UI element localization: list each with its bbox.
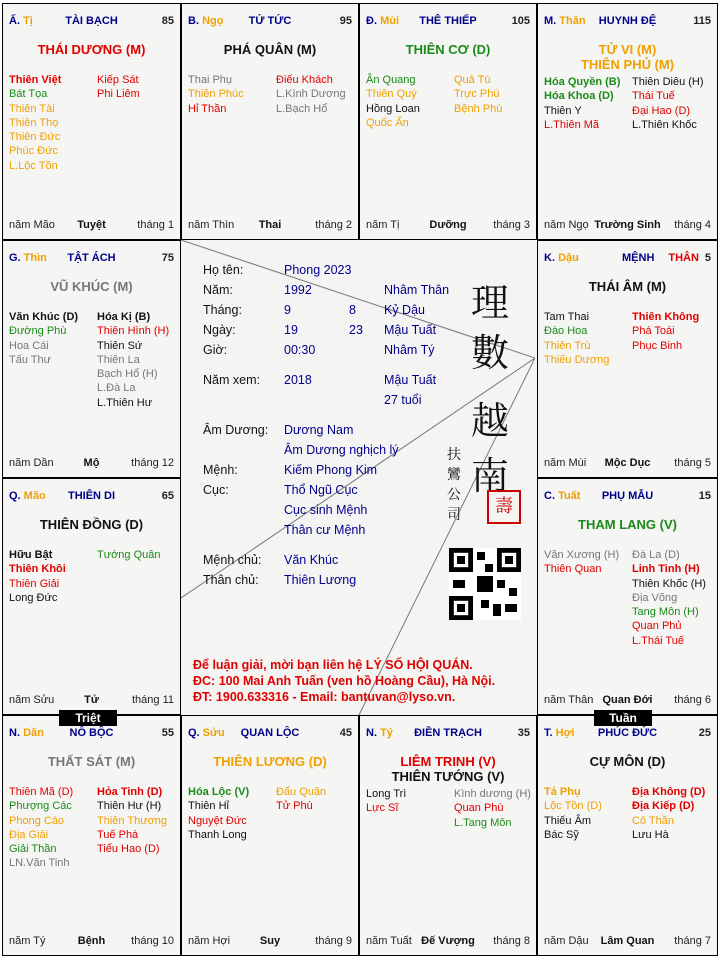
minor-star: Quả Tú	[454, 74, 491, 86]
star-list-right	[632, 785, 705, 842]
palace-cell-tuat[interactable]	[537, 478, 718, 715]
thanchu-label: Thân chủ:	[203, 573, 259, 587]
star-list-left	[9, 73, 61, 173]
star-list-right	[454, 73, 502, 116]
star-list-left	[544, 785, 602, 842]
palace-age-number: 5	[704, 252, 711, 264]
calligraphy-char-1: 理	[471, 281, 510, 325]
view-year-label: Năm xem:	[203, 373, 260, 387]
decade-year: năm Mùi	[544, 457, 587, 469]
minor-star: Hóa Quyền (B)	[544, 76, 621, 88]
cuc-note-1: Cục sinh Mệnh	[284, 503, 368, 517]
minor-star: Thiên Hình (H)	[97, 325, 170, 338]
minor-star: Hỉ Thần	[188, 102, 227, 115]
minor-star: Quan Phù	[454, 802, 504, 815]
palace-cell-ty[interactable]	[2, 3, 181, 240]
palace-name: MỆNH THÂN	[622, 252, 699, 264]
main-star: LIÊM TRINH (V)	[400, 754, 496, 769]
palace-age-number: 65	[161, 490, 174, 502]
day-can: Mậu Tuất	[384, 323, 437, 337]
qr-code-icon[interactable]	[449, 548, 521, 620]
decade-year: năm Mão	[9, 219, 55, 231]
name-label: Họ tên:	[203, 263, 244, 277]
calligraphy-char-4: 南	[471, 454, 510, 498]
minor-star: Tướng Quân	[97, 549, 161, 561]
amduong-note: Âm Dương nghịch lý	[284, 443, 399, 457]
contact-address: ĐC: 100 Mai Anh Tuấn (ven hồ Hoàng Cầu), Hà Nội.	[193, 674, 496, 688]
minor-star: Văn Khúc (D)	[9, 311, 79, 323]
palace-name: NÔ BỘC	[69, 727, 114, 739]
thanchu-value: Thiên Lương	[284, 573, 357, 587]
life-stage: Quan Đới	[602, 694, 653, 706]
palace-stem-branch: Đ. Mùi	[366, 15, 400, 27]
palace-footer	[544, 935, 711, 949]
palace-stem-branch: K. Dậu	[544, 252, 579, 264]
palace-name: PHỤ MẪU	[601, 490, 654, 502]
minor-star: Thiên Sứ	[97, 339, 143, 352]
minor-star: Thiên Quý	[366, 88, 417, 101]
palace-name: PHÚC ĐỨC	[597, 727, 658, 739]
palace-footer	[544, 694, 711, 708]
minor-star: Trực Phù	[454, 88, 500, 101]
month-value: 9	[284, 303, 291, 317]
lunar-month: tháng 6	[674, 694, 711, 706]
palace-footer	[544, 219, 711, 233]
lunar-month: tháng 11	[131, 694, 174, 706]
lunar-month: tháng 7	[674, 935, 711, 947]
minor-star: Hóa Lộc (V)	[188, 786, 250, 798]
minor-star: Long Đức	[9, 591, 58, 604]
palace-cell-ty2[interactable]	[359, 715, 537, 956]
minor-star: Tuế Phá	[97, 828, 139, 841]
minor-star: Tiểu Hao (D)	[97, 843, 160, 856]
palace-header	[188, 15, 352, 29]
palace-name: THIÊN DI	[67, 490, 116, 502]
minor-star: Phượng Các	[9, 800, 72, 813]
palace-cell-dan[interactable]	[2, 715, 181, 956]
name-value: Phong 2023	[284, 263, 352, 277]
minor-star: Phục Binh	[632, 339, 683, 352]
minor-star: Bác Sỹ	[544, 828, 579, 841]
hour-can: Nhâm Tý	[384, 343, 435, 357]
lunar-month: tháng 10	[131, 935, 174, 947]
hour-label: Giờ:	[203, 343, 228, 357]
star-list-right	[276, 785, 326, 814]
palace-stem-branch: C. Tuất	[544, 490, 581, 502]
lunar-month: tháng 9	[315, 935, 352, 947]
cuc-value: Thổ Ngũ Cục	[284, 483, 358, 497]
palace-header	[9, 15, 174, 29]
hour-value: 00:30	[284, 343, 316, 357]
minor-star: Thiên Không	[632, 311, 700, 323]
minor-star: Long Trì	[366, 788, 407, 800]
star-list-left	[188, 73, 244, 116]
main-star: CỰ MÔN (D)	[589, 754, 666, 769]
palace-age-number: 15	[698, 490, 711, 502]
contact-line-1: Để luận giải, mời bạn liên hệ LÝ SỐ HỘI QUÁN.	[193, 658, 473, 672]
palace-footer	[9, 457, 174, 471]
minor-star: Hữu Bật	[9, 549, 53, 561]
year-can: Nhâm Thân	[384, 283, 450, 297]
lunar-month: tháng 1	[137, 219, 174, 231]
decade-year: năm Sửu	[9, 694, 55, 706]
minor-star: Quan Phủ	[632, 620, 682, 633]
main-star: THIÊN TƯỚNG (V)	[391, 769, 505, 784]
day-label: Ngày:	[203, 323, 236, 337]
palace-stem-branch: Q. Mão	[9, 490, 46, 502]
calligraphy-char-2: 數	[471, 331, 510, 375]
minor-star: Hoa Cái	[9, 339, 49, 352]
main-star: VŨ KHÚC (M)	[50, 279, 133, 294]
star-list-right	[97, 73, 140, 102]
star-list-left	[9, 310, 78, 367]
minor-star: Đẩu Quân	[276, 786, 327, 798]
minor-star: Quốc Ấn	[366, 116, 409, 129]
minor-star: Thiên Việt	[9, 74, 62, 86]
life-stage: Tử	[84, 694, 99, 706]
lunar-month: tháng 4	[674, 219, 711, 231]
minor-star: Thiên Khốc (H)	[632, 577, 706, 590]
life-stage: Lâm Quan	[600, 935, 655, 947]
main-star: THAM LANG (V)	[578, 517, 677, 532]
minor-star: Bát Tọa	[9, 88, 48, 101]
star-list-left	[366, 73, 420, 130]
minor-star: Địa Kiếp (D)	[632, 800, 695, 813]
month-lunar: 8	[349, 303, 356, 317]
minor-star: Tả Phụ	[544, 786, 581, 798]
palace-stem-branch: M. Thân	[544, 15, 586, 27]
contact-phone-email: ĐT: 1900.633316 - Email: bantuvan@lyso.vn.	[193, 690, 456, 704]
minor-star: Thiên Quan	[544, 563, 602, 576]
day-value: 19	[284, 323, 298, 337]
palace-age-number: 25	[698, 727, 711, 739]
main-star: PHÁ QUÂN (M)	[223, 42, 317, 57]
body-palace-label: THÂN	[668, 252, 699, 264]
minor-star: L.Thiên Mã	[544, 118, 600, 131]
lunar-month: tháng 8	[493, 935, 530, 947]
life-stage: Mộc Dục	[604, 457, 651, 469]
minor-star: Tấu Thư	[9, 353, 52, 366]
minor-star: Bạch Hổ (H)	[97, 368, 158, 381]
minor-star: Thiên La	[97, 353, 140, 366]
star-list-right	[97, 548, 161, 562]
minor-star: Lưu Hà	[632, 828, 669, 841]
minor-star: Thiên Hư (H)	[97, 800, 162, 813]
minor-star: Địa Võng	[632, 591, 678, 604]
minor-star: Giải Thần	[9, 843, 57, 856]
minor-star: Ân Quang	[366, 74, 416, 86]
cuc-label: Cục:	[203, 483, 229, 497]
minor-star: Địa Không (D)	[632, 786, 706, 798]
minor-star: Tam Thai	[544, 311, 590, 323]
palace-header	[544, 490, 711, 504]
palace-header	[9, 490, 174, 504]
palace-name: HUYNH ĐỆ	[598, 15, 657, 27]
triet-badge: Triệt	[59, 710, 117, 726]
main-star: THIÊN LƯƠNG (D)	[213, 754, 327, 769]
minor-star: Đào Hoa	[544, 325, 588, 338]
minor-star: L.Thiên Khốc	[632, 118, 697, 131]
minor-star: Thiếu Âm	[544, 814, 592, 827]
palace-cell-mao[interactable]	[2, 478, 181, 715]
minor-star: Thiên Diêu (H)	[632, 76, 704, 88]
decade-year: năm Tuất	[366, 935, 412, 947]
star-list-right	[632, 310, 699, 353]
minor-star: Tang Môn (H)	[632, 606, 699, 619]
star-list-right	[276, 73, 346, 116]
star-list-right	[632, 548, 706, 648]
menhchu-label: Mệnh chủ:	[203, 553, 262, 567]
view-year-can: Mậu Tuất	[384, 373, 437, 387]
minor-star: Bệnh Phù	[454, 102, 503, 115]
life-stage: Bệnh	[77, 935, 106, 947]
minor-star: Hỏa Tinh (D)	[97, 786, 163, 798]
minor-star: Thiên Y	[544, 104, 582, 117]
life-stage: Trường Sinh	[594, 219, 661, 231]
minor-star: Thai Phụ	[188, 74, 233, 86]
decade-year: năm Ngọ	[544, 219, 589, 231]
palace-footer	[9, 219, 174, 233]
minor-star: L.Thiên Hư	[97, 396, 153, 409]
main-star: THẤT SÁT (M)	[47, 754, 136, 769]
star-list-left	[9, 785, 73, 871]
minor-star: Kình dương (H)	[454, 788, 531, 800]
palace-name: QUAN LỘC	[240, 727, 300, 739]
palace-cell-thin[interactable]	[2, 240, 181, 478]
main-star: THIÊN PHỦ (M)	[580, 57, 675, 72]
minor-star: Thiên Thương	[97, 814, 168, 827]
palace-cell-than[interactable]	[537, 3, 718, 240]
star-list-left	[188, 785, 249, 842]
amduong-label: Âm Dương:	[203, 423, 269, 437]
life-stage: Tuyệt	[77, 219, 106, 231]
palace-header	[188, 727, 352, 741]
minor-star: Cô Thần	[632, 814, 674, 827]
minor-star: Thiên Hỉ	[188, 800, 229, 813]
palace-name: TẬT ÁCH	[67, 252, 116, 264]
lunar-month: tháng 2	[315, 219, 352, 231]
minor-star: Lực Sĩ	[366, 802, 399, 815]
menh-label: Mệnh:	[203, 463, 238, 477]
palace-name: TỬ TỨC	[248, 15, 292, 27]
lunar-month: tháng 5	[674, 457, 711, 469]
minor-star: Phá Toái	[632, 325, 675, 338]
menh-value: Kiếm Phong Kim	[284, 463, 378, 477]
palace-name: TÀI BẠCH	[65, 15, 118, 27]
lunar-month: tháng 3	[493, 219, 530, 231]
view-year-value: 2018	[284, 373, 312, 387]
palace-age-number: 35	[517, 727, 530, 739]
palace-header	[9, 727, 174, 741]
minor-star: Điếu Khách	[276, 74, 333, 86]
minor-star: Linh Tinh (H)	[632, 563, 700, 576]
decade-year: năm Dần	[9, 457, 54, 469]
minor-star: Tử Phù	[276, 800, 313, 813]
palace-footer	[188, 935, 352, 949]
main-star: THIÊN ĐỒNG (D)	[39, 517, 144, 532]
palace-age-number: 105	[511, 15, 530, 27]
palace-stem-branch: Ấ. Tị	[9, 15, 33, 27]
minor-star: Lộc Tồn (D)	[544, 800, 602, 813]
palace-cell-ngo[interactable]	[181, 3, 359, 240]
palace-header	[544, 727, 711, 741]
palace-age-number: 85	[161, 15, 174, 27]
main-star: TỬ VI (M)	[598, 42, 657, 57]
palace-name: ĐIỀN TRẠCH	[414, 727, 482, 739]
age-value: 27 tuổi	[384, 393, 422, 407]
life-stage: Suy	[259, 935, 281, 947]
palace-header	[366, 727, 530, 741]
minor-star: Thiên Khôi	[9, 563, 66, 576]
palace-stem-branch: N. Dần	[9, 727, 44, 739]
star-list-left	[544, 310, 609, 367]
center-info-panel	[181, 240, 535, 715]
palace-cell-dau[interactable]	[537, 240, 718, 478]
minor-star: Thiên Đức	[9, 131, 61, 144]
palace-footer	[9, 694, 174, 708]
minor-star: Phúc Đức	[9, 145, 58, 158]
minor-star: Hồng Loan	[366, 102, 420, 115]
minor-star: Thiên Mã (D)	[9, 786, 74, 798]
minor-star: L.Bạch Hổ	[276, 102, 328, 115]
palace-name: THÊ THIẾP	[419, 15, 477, 27]
main-star: THIÊN CƠ (D)	[405, 42, 491, 57]
year-value: 1992	[284, 283, 312, 297]
decade-year: năm Tý	[9, 935, 46, 947]
minor-star: LN.Văn Tinh	[9, 857, 70, 870]
minor-star: Thiên Giải	[9, 577, 60, 590]
main-star: THÁI DƯƠNG (M)	[37, 42, 146, 57]
life-stage: Thai	[258, 219, 282, 231]
palace-cell-hoi[interactable]	[537, 715, 718, 956]
star-list-right	[632, 75, 704, 132]
life-stage: Dưỡng	[429, 219, 467, 231]
minor-star: L.Đà La	[97, 382, 136, 395]
minor-star: Phi Liêm	[97, 88, 140, 101]
palace-stem-branch: G. Thìn	[9, 252, 47, 264]
minor-star: Kiếp Sát	[97, 74, 139, 86]
palace-footer	[188, 219, 352, 233]
palace-age-number: 45	[339, 727, 352, 739]
month-can: Kỷ Dậu	[384, 303, 425, 317]
star-list-right	[454, 787, 531, 830]
month-label: Tháng:	[203, 303, 242, 317]
star-list-right	[97, 785, 167, 856]
minor-star: L.Lộc Tồn	[9, 159, 58, 172]
tuan-badge: Tuần	[594, 710, 652, 726]
palace-stem-branch: N. Tý	[366, 727, 393, 739]
decade-year: năm Hợi	[188, 935, 231, 947]
small-calligraphy: 扶鸞公司	[447, 447, 461, 523]
decade-year: năm Dậu	[544, 935, 589, 947]
minor-star: Thiếu Dương	[544, 353, 610, 366]
menhchu-value: Văn Khúc	[284, 553, 339, 567]
minor-star: Địa Giải	[9, 828, 49, 841]
palace-header	[544, 15, 711, 29]
star-list-left	[544, 75, 620, 132]
main-star: THÁI ÂM (M)	[588, 279, 667, 294]
star-list-left	[9, 548, 66, 605]
star-list-left	[544, 548, 619, 577]
minor-star: Văn Xương (H)	[544, 549, 620, 561]
palace-header	[544, 252, 711, 266]
minor-star: Thiên Thọ	[9, 116, 59, 129]
decade-year: năm Thân	[544, 694, 594, 706]
decade-year: năm Thìn	[188, 219, 235, 231]
cuc-note-2: Thân cư Mệnh	[284, 523, 366, 537]
minor-star: L.Tang Môn	[454, 816, 512, 829]
star-list-left	[366, 787, 406, 816]
palace-age-number: 55	[161, 727, 174, 739]
palace-stem-branch: B. Ngọ	[188, 15, 224, 27]
life-stage: Mộ	[83, 457, 100, 469]
palace-header	[366, 15, 530, 29]
minor-star: Hóa Khoa (D)	[544, 90, 614, 103]
palace-stem-branch: Q. Sửu	[188, 727, 225, 739]
palace-footer	[544, 457, 711, 471]
palace-age-number: 115	[693, 15, 711, 27]
life-stage: Đế Vượng	[421, 935, 475, 947]
minor-star: Hóa Kị (B)	[97, 311, 151, 323]
minor-star: Thiên Phúc	[188, 88, 244, 101]
calligraphy-char-3: 越	[471, 399, 510, 443]
palace-cell-suu[interactable]	[181, 715, 359, 956]
minor-star: L.Thái Tuế	[632, 634, 684, 647]
minor-star: Đại Hao (D)	[632, 104, 691, 117]
minor-star: Nguyệt Đức	[188, 814, 247, 827]
palace-footer	[9, 935, 174, 949]
minor-star: Thiên Tài	[9, 102, 55, 115]
palace-footer	[366, 935, 530, 949]
red-seal-stamp: 壽	[487, 490, 521, 524]
minor-star: Đà La (D)	[632, 549, 680, 561]
palace-header	[9, 252, 174, 266]
decade-year: năm Tị	[366, 219, 400, 231]
star-list-right	[97, 310, 169, 410]
amduong-value: Dương Nam	[284, 423, 354, 437]
palace-age-number: 95	[339, 15, 352, 27]
minor-star: Thanh Long	[188, 828, 247, 841]
minor-star: L.Kình Dương	[276, 88, 346, 101]
minor-star: Thiên Trù	[544, 339, 591, 352]
year-label: Năm:	[203, 283, 233, 297]
palace-cell-mui[interactable]	[359, 3, 537, 240]
palace-age-number: 75	[161, 252, 174, 264]
minor-star: Thái Tuế	[632, 90, 675, 103]
palace-stem-branch: T. Hợi	[544, 727, 575, 739]
day-lunar: 23	[349, 323, 363, 337]
minor-star: Đường Phù	[9, 325, 67, 338]
minor-star: Phong Cáo	[9, 814, 65, 827]
palace-footer	[366, 219, 530, 233]
lunar-month: tháng 12	[131, 457, 174, 469]
